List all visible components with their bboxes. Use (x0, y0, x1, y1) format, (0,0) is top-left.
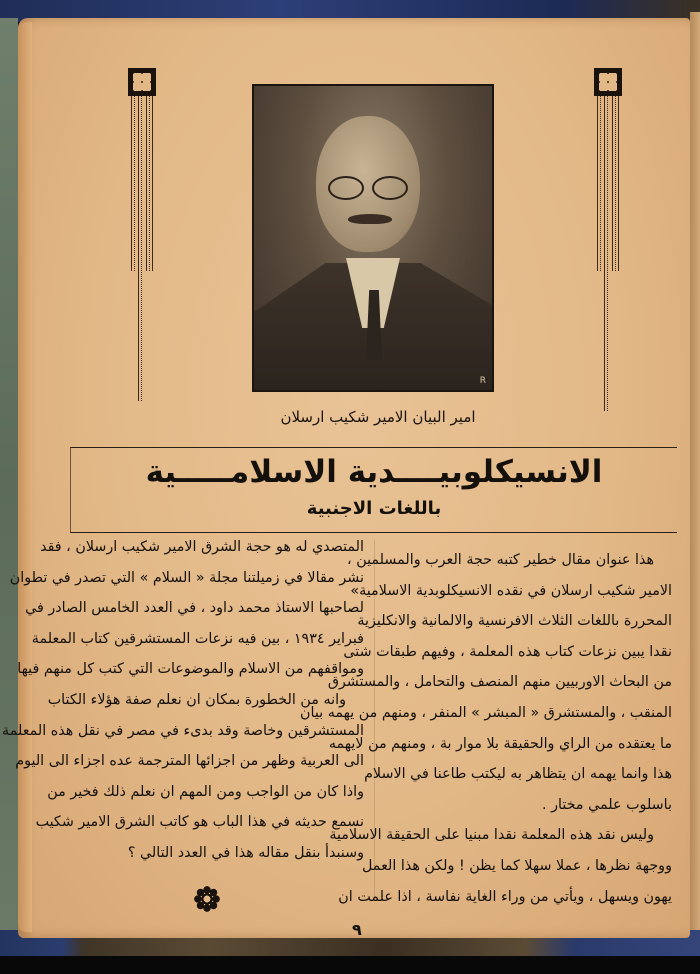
text-line: المنقب ، والمستشرق « المبشر » المنفر ، ومنهم من يهمه بيان (300, 704, 672, 721)
text-line: وسنبدأ بنقل مقاله هذا في العدد التالي ؟ (127, 844, 364, 861)
text-line: واذا كان من الواجب ومن المهم ان نعلم ذلك فخير من (47, 783, 364, 800)
article-column-right (300, 545, 672, 912)
article-column-left (2, 532, 364, 869)
text-line: لصاحبها الاستاذ محمد داود ، في العدد الخامس الصادر في (25, 600, 364, 617)
text-line: ومواقفهم من الاسلام والموضوعات التي كتب كل منهم فيها (17, 661, 364, 678)
portrait-caption: امير البيان الامير شكيب ارسلان (280, 408, 476, 426)
left-ornament (128, 68, 160, 96)
text-line: الى العربية وظهر من اجزائها المترجمة عده اجزاء الى اليوم (15, 753, 364, 770)
portrait-glasses (328, 176, 410, 198)
rosette-ornament-icon (194, 886, 220, 912)
article-subtitle: باللغات الاجنبية (306, 498, 442, 519)
text-line: من البحاث الاوربيين منهم المنصف والتحامل ، والمستشرق (327, 674, 672, 691)
text-line: وليس نقد هذه المعلمة نقدا مبنيا على الحقيقة الاسلامية (329, 827, 654, 844)
text-line: ووجهة نظرها ، عملا سهلا كما يظن ! ولكن هذا العمل (361, 857, 672, 874)
photo-signature-mark: R (479, 376, 486, 386)
text-line: المتصدي له هو حجة الشرق الامير شكيب ارسلان ، فقد (40, 539, 364, 555)
book-cover-left-edge (0, 18, 18, 948)
right-ornament (594, 68, 626, 96)
text-line: نقدا يبين نزعات كتاب هذه المعلمة ، وفيهم طبقات شتى (343, 643, 672, 660)
lattice-square-ornament-icon (128, 68, 156, 96)
text-line: نسمع حديثه في هذا الباب هو كاتب الشرق الامير شكيب (35, 814, 364, 831)
text-line: نشر مقالا في زميلتنا مجلة « السلام » التي تصدر في تطوان (9, 569, 364, 586)
text-line: الامير شكيب ارسلان في نقده الانسيكلوبدية الاسلامية» (350, 582, 672, 599)
text-line: المحررة باللغات الثلاث الافرنسية والالمانية والانكليزية (357, 613, 672, 630)
headline-frame (70, 447, 677, 533)
page-number: ٩ (352, 920, 362, 939)
lattice-square-ornament-icon (594, 68, 622, 96)
text-line: فبراير ١٩٣٤ ، بين فيه نزعات المستشرقين كتاب المعلمة (31, 630, 364, 647)
text-line: وانه من الخطورة بمكان ان نعلم صفة هؤلاء الكتاب (47, 691, 346, 708)
text-line: هذا عنوان مقال خطير كتبه حجة العرب والمسلمين ، (347, 552, 654, 568)
portrait-mustache (348, 214, 392, 224)
page-gutter-fold (18, 22, 32, 932)
text-line: هذا وانما يهمه ان يتظاهر به ليكتب طاعنا في الاسلام (364, 766, 672, 783)
text-line: يهون ويسهل ، ويأتي من وراء الغاية نفاسة ، اذا علمت ان (338, 888, 672, 905)
text-line: المستشرقين وخاصة وقد بدىء في مصر في نقل هذه المعلمة (2, 722, 364, 739)
article-title: الانسيكلوبيــــدية الاسلامـــــية (145, 454, 603, 490)
text-line: باسلوب علمي مختار . (542, 796, 672, 813)
background-surface (0, 956, 700, 974)
portrait-photo (252, 84, 494, 392)
next-page-edge (690, 12, 700, 947)
text-line: ما يعتقده من الراي والحقيقة بلا موار بة ، ومنهم من لايهمه (328, 735, 672, 752)
